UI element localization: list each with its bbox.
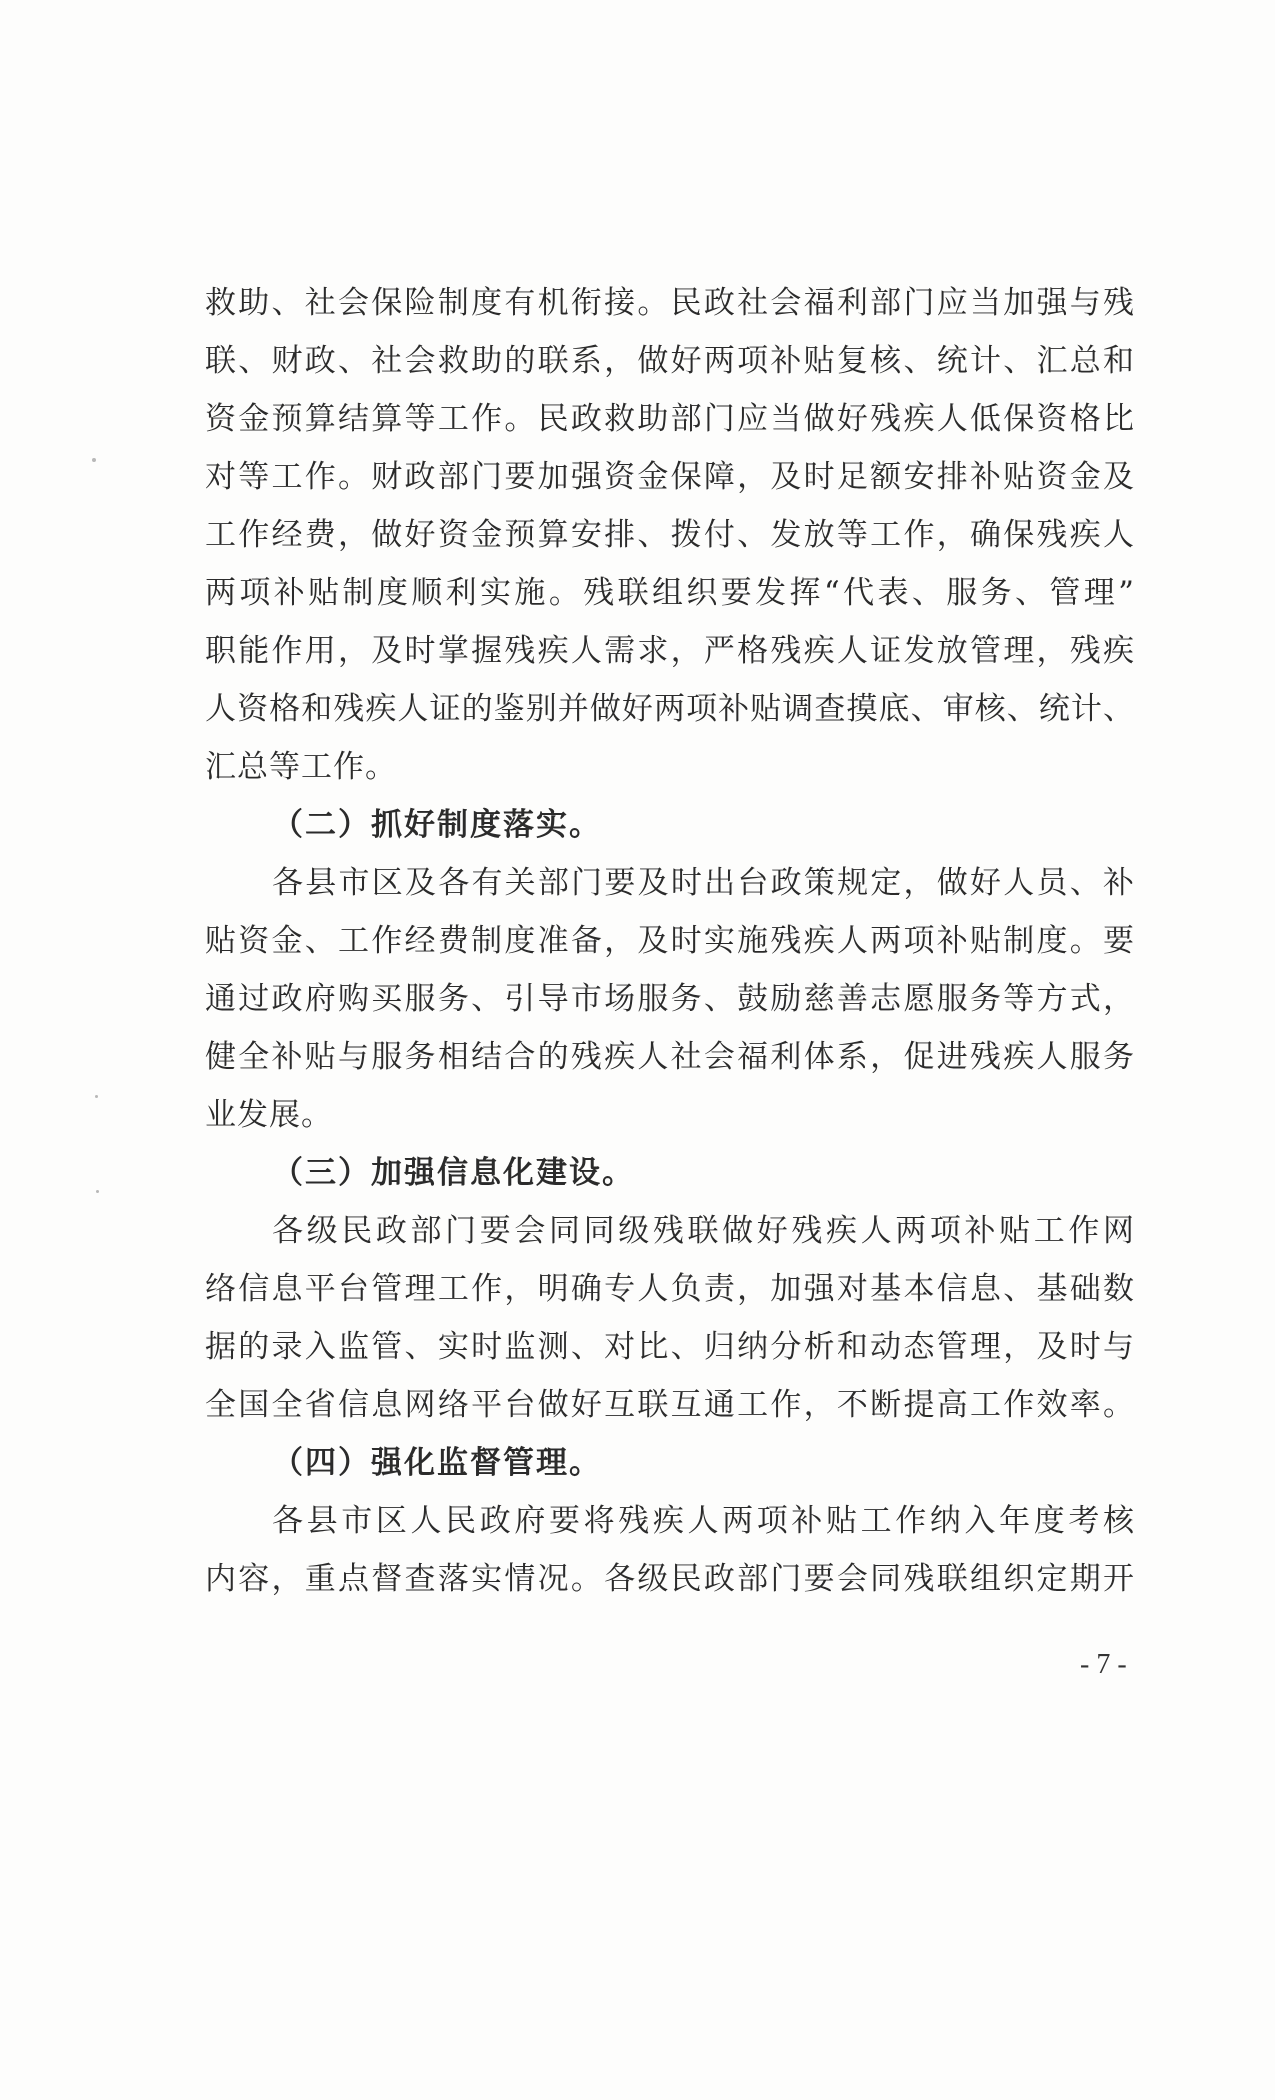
body-text-line: 汇总等工作。 bbox=[205, 749, 397, 785]
scan-speck bbox=[92, 458, 96, 462]
paragraph-first-line: 各县市区及各有关部门要及时出台政策规定，做好人员、补 bbox=[272, 865, 1135, 901]
page-number: - 7 - bbox=[1080, 1649, 1127, 1680]
section-heading-3: （三）加强信息化建设。 bbox=[272, 1155, 635, 1191]
body-text-line: 人资格和残疾人证的鉴别并做好两项补贴调查摸底、审核、统计、 bbox=[205, 691, 1135, 727]
scan-speck bbox=[95, 1095, 98, 1098]
body-text-line: 内容，重点督查落实情况。各级民政部门要会同残联组织定期开 bbox=[205, 1561, 1135, 1597]
body-text-line: 联、财政、社会救助的联系，做好两项补贴复核、统计、汇总和 bbox=[205, 343, 1135, 379]
body-text-line: 对等工作。财政部门要加强资金保障，及时足额安排补贴资金及 bbox=[205, 459, 1135, 495]
body-text-line: 职能作用，及时掌握残疾人需求，严格残疾人证发放管理，残疾 bbox=[205, 633, 1135, 669]
body-text-line: 救助、社会保险制度有机衔接。民政社会福利部门应当加强与残 bbox=[205, 285, 1135, 321]
body-text-line: 两项补贴制度顺利实施。残联组织要发挥“代表、服务、管理” bbox=[205, 575, 1135, 611]
section-heading-4: （四）强化监督管理。 bbox=[272, 1445, 602, 1481]
body-text-line: 业发展。 bbox=[205, 1097, 333, 1133]
body-text-line: 资金预算结算等工作。民政救助部门应当做好残疾人低保资格比 bbox=[205, 401, 1135, 437]
scan-speck bbox=[96, 1190, 99, 1193]
paragraph-first-line: 各级民政部门要会同同级残联做好残疾人两项补贴工作网 bbox=[272, 1213, 1135, 1249]
body-text-line: 络信息平台管理工作，明确专人负责，加强对基本信息、基础数 bbox=[205, 1271, 1135, 1307]
body-text-line: 据的录入监管、实时监测、对比、归纳分析和动态管理，及时与 bbox=[205, 1329, 1135, 1365]
paragraph-first-line: 各县市区人民政府要将残疾人两项补贴工作纳入年度考核 bbox=[272, 1503, 1135, 1539]
body-text-line: 健全补贴与服务相结合的残疾人社会福利体系，促进残疾人服务 bbox=[205, 1039, 1135, 1075]
body-text-line: 贴资金、工作经费制度准备，及时实施残疾人两项补贴制度。要 bbox=[205, 923, 1135, 959]
section-heading-2: （二）抓好制度落实。 bbox=[272, 807, 602, 843]
body-text-line: 通过政府购买服务、引导市场服务、鼓励慈善志愿服务等方式， bbox=[205, 981, 1135, 1017]
body-text-line: 工作经费，做好资金预算安排、拨付、发放等工作，确保残疾人 bbox=[205, 517, 1135, 553]
body-text-line: 全国全省信息网络平台做好互联互通工作，不断提高工作效率。 bbox=[205, 1387, 1135, 1423]
